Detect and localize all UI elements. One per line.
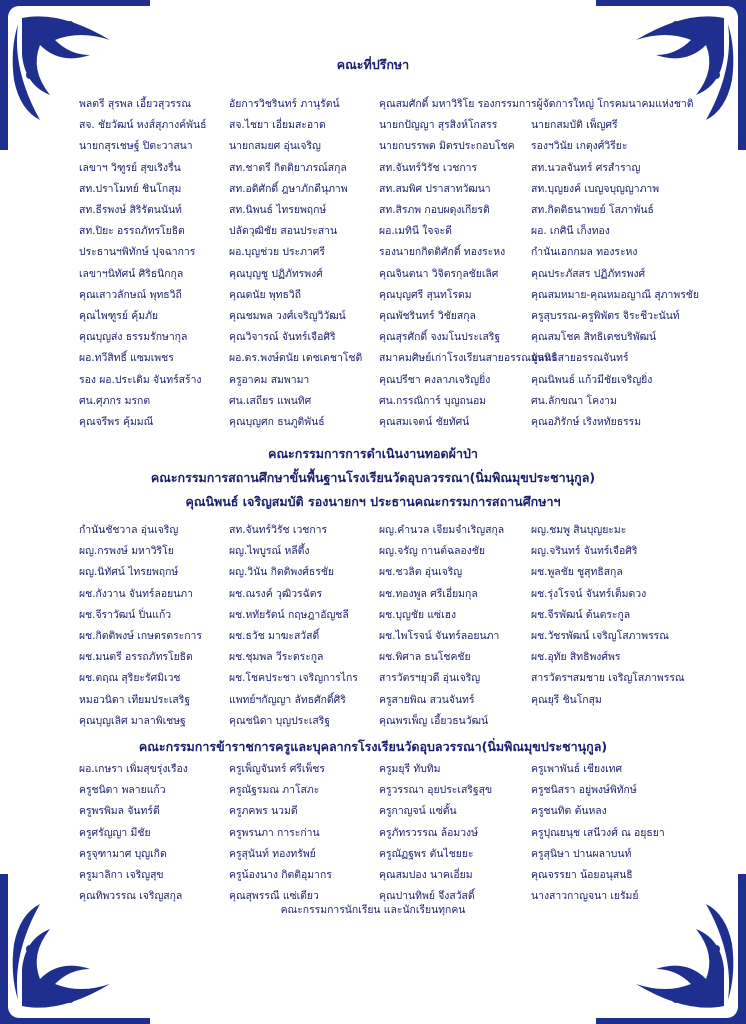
member-name: ผช.จีรพัฒน์ ต้นตระกูล [531,608,631,621]
member-name: ผช.รุ่งโรจน์ จันทร์เต็มดวง [531,587,647,600]
member-name: คุณชนิดา บุญประเสริฐ [229,714,331,727]
member-name: คุณอภิรักษ์ เริงหทัยธรรม [531,415,642,428]
member-name: คุณจรรยา น้อยอนุสนธิ [531,869,633,882]
member-name: ครูณัฏฐพร ตันไชยยะ [379,847,474,860]
name-row [79,864,719,885]
name-row [79,326,719,347]
member-name: สท.จันทร์วิรัช เวชการ [229,524,328,537]
member-name: คุณสุรศักดิ์ จงมโนประเสริฐ [379,331,501,344]
member-name: ครูอาคม สมพามา [229,373,310,386]
member-name: ครูเพาพันธ์ เชียงเทศ [531,763,623,776]
name-row [79,689,719,710]
member-name: ผญ.จรัญ กานต์ฉลองชัย [379,545,485,558]
member-name: ผอ.เกษรา เพิ่มสุขรุ่งเรือง [79,763,188,776]
member-name: ศน.ลักขณา โคงาม [531,394,617,407]
member-name: ครูสุนันท์ ทองทรัพย์ [229,847,316,860]
member-name: ผช.ชุมพล วีระตระกูล [229,651,324,664]
member-name: ผญ.ไพบูรณ์ หลีตึ้ง [229,545,310,558]
name-row [79,368,719,389]
member-name: กำนันเอกกมล ทองระหง [531,246,638,259]
member-name: คุณทิพวรรณ เจริญสกุล [79,890,183,903]
footer-students: คณะกรรมการนักเรียน และนักเรียนทุกคน [280,904,466,916]
member-name: คุณบุญส่ง ธรรมรักษากุล [79,331,188,344]
name-row [79,93,719,114]
member-name: ครูสุนิษา ปานผลาบนท์ [531,847,632,860]
name-row [79,157,719,178]
name-row [79,625,719,646]
member-name: นายกสุรเชษฐ์ ปิตะวาสนา [79,140,193,153]
member-name: ผช.ไพโรจน์ จันทร์ลอยนภา [379,630,500,643]
member-name: ครูมาลิกา เจริญสุข [79,869,164,882]
member-name: สท.นวลจันทร์ ศรสำราญ [531,161,641,174]
member-name: สท.จันทร์วิรัช เวชการ [379,161,478,174]
member-name: ครูพรพิมล จันทร์ดี [79,805,160,818]
teachers-list [79,758,719,906]
member-name: ผช.จีราวัฒน์ ปิ่นแก้ว [79,608,172,621]
member-name: ผญ.กรพงษ์ มหาวิริโย [79,545,174,558]
name-row [79,822,719,843]
member-name: กำนันชัชวาล อุ่นเจริญ [79,524,179,537]
member-name: สารวัตรฯสมชาย เจริญโสภาพรรณ [531,672,685,685]
member-name: ครูภัทรวรรณ ล้อมวงษ์ [379,826,478,839]
name-row [79,199,719,220]
member-name: คุณสมเจตน์ ชัยทัศน์ [379,415,470,428]
member-name: นายกบรรพต มิตรประกอบโชค [379,140,515,153]
member-name: คุณสมโชค สิทธิเดชบริพัฒน์ [531,331,657,344]
member-name: ศน.ศุภกร มรกต [79,394,151,407]
member-name: นายกปัญญา สุรสิงห์โกสรร [379,119,498,132]
member-name: คุณสุพรรณี แซ่เตียว [229,890,319,903]
member-name: ศน.เสถียร แพนทิศ [229,394,312,407]
member-name: ผช.ชวลิต อุ่นเจริญ [379,566,463,579]
name-row [79,800,719,821]
member-name: ผช.บุญชัย แซ่เฮง [379,608,457,621]
member-name: ปลัดวุฒิชัย สอนประสาน [229,225,338,238]
member-name: ผช.อุทัย สิทธิพงศ์พร [531,651,621,664]
name-row [79,583,719,604]
member-name: ผอ.เมทินี ใจจะดี [379,225,452,238]
name-row [79,411,719,432]
member-name: สท.สมพิศ ปราสาทวัฒนา [379,182,491,195]
name-row [79,263,719,284]
member-name: ครูวรรณา อุยประเสริฐสุข [379,784,493,797]
member-name: ครูพรนภา การะก่าน [229,826,320,839]
member-name: ครูปุณยนุช เสนีวงศ์ ณ อยุธยา [531,826,665,839]
member-name: ครูภคพร นวมดี [229,805,298,818]
committee-list [79,519,719,731]
name-row [79,667,719,688]
section-subtitle-school-board: คณะกรรมการสถานศึกษาขั้นพื้นฐานโรงเรียนวัดอุบลวรรณา(นิ่มพิณมุขประชานุกูล) [150,470,596,485]
member-name: ครูชนิสรา อยู่พงษ์พิทักษ์ [531,784,637,797]
member-name: ศน.กรรณิการ์ บุญถนอม [379,394,487,407]
member-name: คุณไพฑูรย์ คุ้มภัย [79,309,159,322]
member-name: ผช.ทองพูล ศรีเอี่ยมกุล [379,587,478,600]
member-name: ผช.ณรงค์ วุฒิวรฉัตร [229,587,323,600]
member-name: สจ. ชัยวัฒน์ หงส์สุภางค์พันธ์ [79,119,207,132]
name-row [79,241,719,262]
member-name: คุณจินตนา วิจิตรกุลชัยเลิศ [379,267,499,280]
member-name: ผอ. เกศินี เก็งทอง [531,225,610,238]
member-name: ผช.โชคประชา เจริญการไกร [229,672,358,685]
member-name: สารวัตรฯยุวดี อุ่นเจริญ [379,672,481,685]
name-row [79,347,719,368]
name-row [79,305,719,326]
member-name: คุณนิพนธ์ แก้วมีชัยเจริญยิ่ง [531,373,653,386]
member-name: อัยการวิชรินทร์ ภานุรัตน์ [229,98,340,111]
member-name: ผญ.จรินทร์ จันทร์เจือศิริ [531,545,638,558]
member-name: สท.สิรภพ กอบผดุงเกียรติ [379,204,490,217]
member-name: มูลนิธิสายอรรณจันทร์ [531,352,629,365]
member-name: พลตรี สุรพล เอี้ยวสุวรรณ [79,98,191,111]
member-name: คุณปรีชา คงลาภเจริญยิ่ง [379,373,491,386]
member-name: คุณพรเพ็ญ เอี้ยวธนวัฒน์ [379,714,489,727]
member-name: ครูชนิดา พลายแก้ว [79,784,166,797]
member-name: ครูณัฐรมณ ภาโสภะ [229,784,320,797]
member-name: คุณเสาวลักษณ์ พุทธวิถี [79,288,182,301]
member-name: แพทย์ฯกัญญา ลัทธศักดิ์ศิริ [229,693,346,706]
name-row [79,561,719,582]
member-name: คุณบุญชู ปฏิภัทรพงศ์ [229,267,323,280]
member-name: ผช.ธวัช มาฆะสวัสดิ์ [229,630,320,643]
member-name: คุณจรีพร คุ้มมณี [79,415,154,428]
member-name: คุณสมหมาย-คุณหมอญาณี สุภาพรชัย [531,288,699,301]
name-row [79,114,719,135]
member-name: ผญ.นิทัศน์ ไทรยพฤกษ์ [79,566,179,579]
member-name: สท.บุญยงค์ เบญจบุญญาภาพ [531,182,660,195]
name-row [79,540,719,561]
member-name: รองฯวินัย เกตุงศ์วิรียะ [531,140,628,153]
member-name: ผอ.บุญช่วย ประภาศรี [229,246,325,259]
name-row [79,779,719,800]
member-name: ครูกาญจน์ แซ่ตั้น [379,805,457,818]
name-row [79,178,719,199]
member-name: นายกสมยศ อุ่นเจริญ [229,140,321,153]
member-name: สท.ชาตรี กิตติยาภรณ์สกุล [229,161,347,174]
name-row [79,284,719,305]
member-name: ผช.วัชรพัฒน์ เจริญโสภาพรรณ [531,630,669,643]
name-row [79,604,719,625]
member-name: ครูสุบรรณ-ครูพิพัตร จิระชีวะนันท์ [531,309,680,322]
member-name: ครูมยุรี ทับทิม [379,763,441,776]
name-row [79,843,719,864]
member-name: ผช.ตฤณ สุริยะรัศมิเวช [79,672,181,685]
member-name: นางสาวกาญจนา เยรัมย์ [531,890,639,903]
name-row [79,710,719,731]
member-name: คุณสมปอง นาคเอี่ยม [379,869,473,882]
member-name: ผช.หทัยรัตน์ กฤษฎาอัญชลี [229,608,349,621]
member-name: สจ.ไชยา เอี่ยมสะอาด [229,119,326,132]
member-name: คุณประภัสสร ปฏิภัทรพงศ์ [531,267,646,280]
section-title-teachers: คณะกรรมการข้าราชการครูและบุคลากรโรงเรียนวัดอุบลวรรณา(นิ่มพิณมุขประชานุกูล) [138,739,608,754]
section-subtitle-chairman: คุณนิพนธ์ เจริญสมบัติ รองนายกฯ ประธานคณะกรรมการสถานศึกษาฯ [185,494,561,509]
member-name: หมอวนิดา เทียมประเสริฐ [79,693,191,706]
member-name: ประธานฯพิทักษ์ ปุจฉาการ [79,246,196,259]
member-name: สมาคมศิษย์เก่าโรงเรียนสายอรรณจันทร์ [379,352,557,365]
member-name: ผช.มนตรี อรรถภัทรโยธิต [79,651,193,664]
member-name: ครูจุฑามาศ บุญเกิด [79,847,167,860]
advisors-list [79,93,719,432]
member-name: คุณบุญเลิศ มาลาพิเชษฐ [79,714,186,727]
member-name: สท.ปิยะ อรรถภัทรโยธิต [79,225,185,238]
member-name: ผอ.ทวีสิทธิ์ แซมเพชร [79,352,174,365]
member-name: ครูสายพิณ สวนจันทร์ [379,693,475,706]
member-name: ผช.กิตติพงษ์ เกษตรตระการ [79,630,202,643]
member-name: คุณวิจารณ์ จันทร์เจือศิริ [229,331,336,344]
member-name: สท.นิพนธ์ ไทรยพฤกษ์ [229,204,327,217]
member-name: ครูศรัญญา มีชัย [79,826,151,839]
name-row [79,646,719,667]
member-name: สท.ธีรพงษ์ สิริรัตนนันท์ [79,204,182,217]
member-name: คุณยุรี ชินโกสุม [531,693,602,706]
member-name: สท.อดิศักดิ์ ฎษาภักดีนุภาพ [229,182,348,195]
name-row [79,135,719,156]
member-name: นายกสมบัติ เพ็ญศรี [531,119,618,132]
member-name: ผช.พูลชัย ชูสุทธิสกุล [531,566,623,579]
member-name: คุณพัชรินทร์ วิชัยสกุล [379,309,476,322]
member-name: ผช.กังวาน จันทร์ลอยนภา [79,587,193,600]
member-name: รอง ผอ.ประเดิม จันทร์สร้าง [79,373,202,386]
member-name: คุณปานทิพย์ จึงสวัสดิ์ [379,890,475,903]
member-name: คุณบุญศรี สุนทโรดม [379,288,472,301]
name-row [79,758,719,779]
member-name: สท.กิตติธนาพยย์ โสภาพันธ์ [531,204,654,217]
member-name: ครูชนทิต ต้นหลง [531,805,607,818]
name-row [79,390,719,411]
member-name: เลขาฯ วิฑูรย์ สุขเริงรื่น [79,161,181,174]
member-name: รองนายกกิตติศักดิ์ ทองระหง [379,246,506,259]
member-name: คุณชมพล วงศ์เจริญวิวัฒน์ [229,309,346,322]
name-row [79,519,719,540]
name-row [79,220,719,241]
member-name: ผอ.ดร.พงษ์ดนัย เดชเดชาโชติ [229,352,363,365]
member-name: สท.ปราโมทย์ ชินโกสุม [79,182,182,195]
member-name: ผญ.วินัน กิตติพงศ์ธรชัย [229,566,334,579]
member-name: ผญ.ชมพู สินบุญยะมะ [531,524,627,537]
section-title-advisors: คณะที่ปรึกษา [336,57,410,72]
member-name: คุณดนัย พุทธวิถี [229,288,301,301]
member-name: คุณบุญศก ธนภูติพันธ์ [229,415,325,428]
member-name: ครูน้องนาง กิตติอุมากร [229,869,332,882]
member-name: คุณสมศักดิ์ มหาวิริโย รองกรรมการผู้จัดการใหญ่ โกรคมนาคมแห่งชาติ [379,98,694,111]
section-title-committee: คณะกรรมการการดำเนินงานทอดผ้าป่า [268,446,478,461]
member-name: ครูเพ็ญจันทร์ ศรีเพ็ชร [229,763,325,776]
member-name: ผญ.คำนวล เจียมจำเริญสกุล [379,524,505,537]
member-name: เลขาฯนิทัศน์ ศิริธนิกกุล [79,267,184,280]
member-name: ผช.พิศาล ธนโชคชัย [379,651,471,664]
